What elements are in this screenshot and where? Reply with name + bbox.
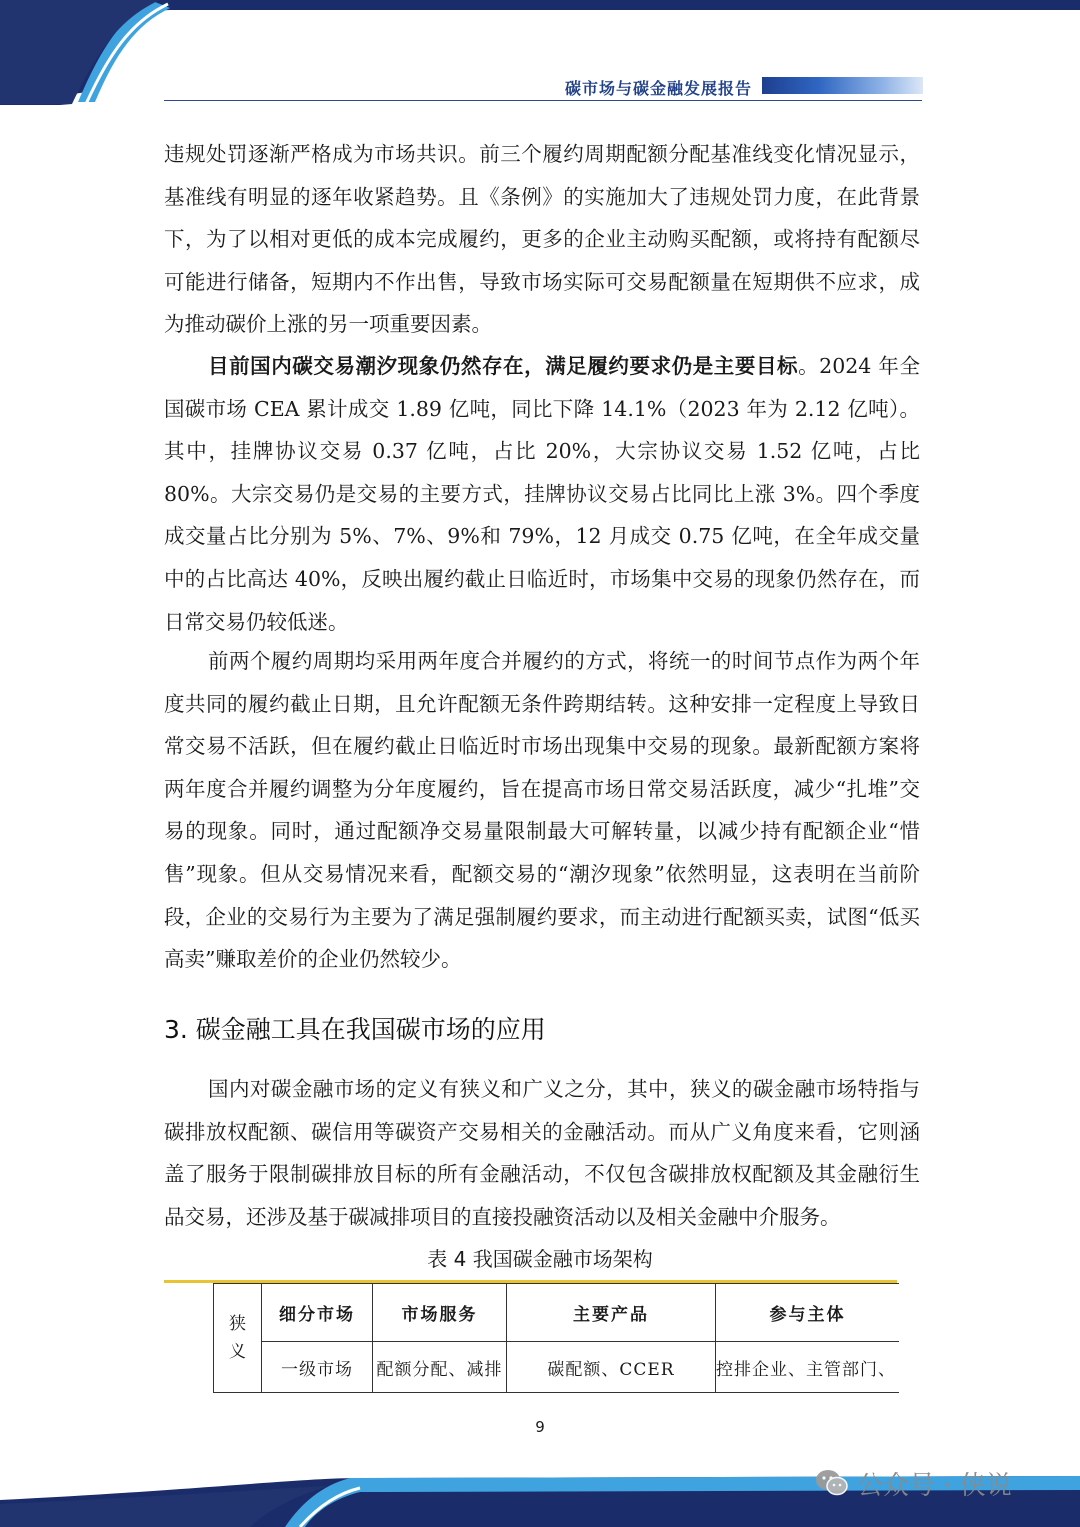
table-cell: 控排企业、主管部门、 bbox=[716, 1342, 900, 1393]
header-gradient-bar bbox=[762, 77, 923, 94]
table-cell: 一级市场 bbox=[262, 1342, 373, 1393]
watermark bbox=[815, 1463, 1012, 1503]
table-category-label: 狭 义 bbox=[229, 1314, 246, 1362]
paragraph-2-text: 。2024 年全国碳市场 CEA 累计成交 1.89 亿吨，同比下降 14.1%（2023 年为 2.12 亿吨）。其中，挂牌协议交易 0.37 亿吨，占比 20%，大宗协议交易 1.52 亿吨，占比 80%。大宗交易仍是交易的主要方式，挂牌协议交易占比同比上涨 3%。四个季度成交量占比分别为 5%、7%、9%和 79%，12 月成交 0.75 亿吨，在全年成交量中的占比高达 40%，反映出履约截止日临近时，市场集中交易的现象仍然存在，而日常交易仍较低迷。 bbox=[164, 354, 921, 634]
table-cell: 碳配额、CCER bbox=[507, 1342, 716, 1393]
paragraph-1 bbox=[164, 133, 920, 346]
table-caption: 表 4 我国碳金融市场架构 bbox=[427, 1247, 653, 1271]
table-category-cell bbox=[214, 1284, 262, 1393]
paragraph-3 bbox=[164, 640, 920, 981]
header-rule bbox=[164, 100, 922, 101]
table-header-cell: 参与主体 bbox=[716, 1284, 900, 1342]
paragraph-3-text: 前两个履约周期均采用两年度合并履约的方式，将统一的时间节点作为两个年度共同的履约截止日期，且允许配额无条件跨期结转。这种安排一定程度上导致日常交易不活跃，但在履约截止日临近时市场出现集中交易的现象。最新配额方案将两年度合并履约调整为分年度履约，旨在提高市场日常交易活跃度，减少“扎堆”交易的现象。同时，通过配额净交易量限制最大可解转量，以减少持有配额企业“惜售”现象。但从交易情况来看，配额交易的“潮汐现象”依然明显，这表明在当前阶段，企业的交易行为主要为了满足强制履约要求，而主动进行配额买卖，试图“低买高卖”赚取差价的企业仍然较少。 bbox=[164, 649, 920, 972]
section-heading: 3. 碳金融工具在我国碳市场的应用 bbox=[164, 1015, 546, 1044]
wechat-icon bbox=[815, 1468, 849, 1498]
table-header-cell: 市场服务 bbox=[373, 1284, 507, 1342]
watermark-text: 公众号 · 侠说 bbox=[857, 1470, 1012, 1501]
section-paragraph: 国内对碳金融市场的定义有狭义和广义之分，其中，狭义的碳金融市场特指与碳排放权配额、碳信用等碳资产交易相关的金融活动。而从广义角度来看，它则涵盖了服务于限制碳排放目标的所有金融活动，不仅包含碳排放权配额及其金融衍生品交易，还涉及基于碳减排项目的直接投融资活动以及相关金融中介服务。 bbox=[164, 1077, 920, 1229]
paragraph-2-bold: 目前国内碳交易潮汐现象仍然存在，满足履约要求仍是主要目标 bbox=[208, 354, 799, 378]
paragraph-2 bbox=[164, 345, 920, 643]
table-header-row bbox=[214, 1284, 900, 1342]
carbon-finance-market-table bbox=[213, 1283, 899, 1393]
table-row bbox=[214, 1342, 900, 1393]
running-header-title: 碳市场与碳金融发展报告 bbox=[564, 79, 752, 98]
table-header-cell: 细分市场 bbox=[262, 1284, 373, 1342]
table-header-cell: 主要产品 bbox=[507, 1284, 716, 1342]
table-cell: 配额分配、减排 bbox=[373, 1342, 507, 1393]
paragraph-1-text: 违规处罚逐渐严格成为市场共识。前三个履约周期配额分配基准线变化情况显示，基准线有明显的逐年收紧趋势。且《条例》的实施加大了违规处罚力度，在此背景下，为了以相对更低的成本完成履约，更多的企业主动购买配额，或将持有配额尽可能进行储备，短期内不作出售，导致市场实际可交易配额量在短期供不应求，成为推动碳价上涨的另一项重要因素。 bbox=[164, 142, 920, 337]
page-number: 9 bbox=[535, 1418, 545, 1436]
